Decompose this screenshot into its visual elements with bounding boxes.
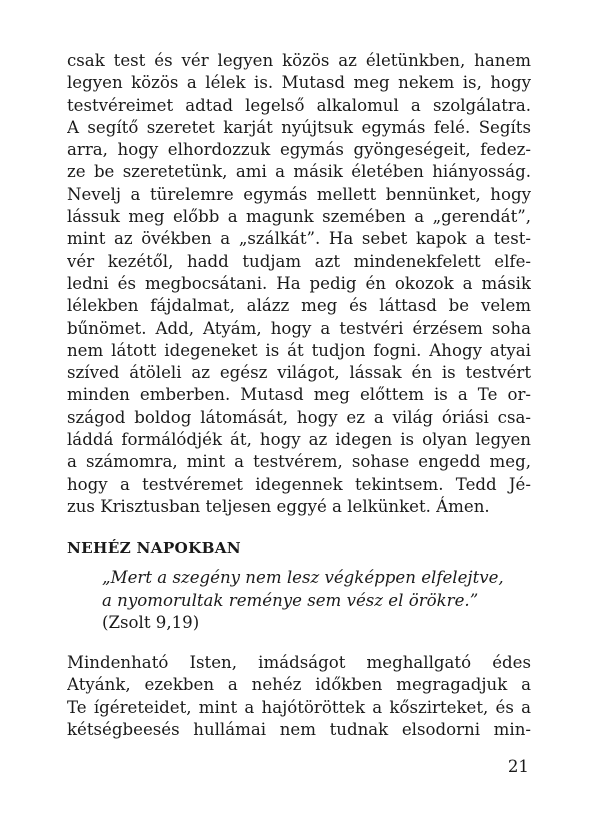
- text-line: a számomra, mint a testvérem, sohase engedd meg,: [67, 452, 531, 472]
- text-line: Mindenható Isten, imádságot meghallgató édes: [67, 653, 531, 673]
- text-line: szágod boldog látomását, hogy ez a világ óriási csa-: [67, 407, 531, 427]
- book-page: [67, 50, 531, 741]
- text-line: mint az övékben a „szálkát”. Ha sebet kapok a test-: [67, 229, 531, 249]
- text-line: lássuk meg előbb a magunk szemében a „gerendát”,: [67, 207, 531, 227]
- text-line: arra, hogy elhordozzuk egymás gyöngeségeit, fedez-: [67, 140, 531, 160]
- prayer-paragraph-2: [67, 652, 531, 741]
- prayer-paragraph-1: [67, 50, 531, 518]
- text-line: lélekben fájdalmat, alázz meg és láttasd be velem: [67, 296, 531, 316]
- quote-line: „Mert a szegény nem lesz végképpen elfelejtve,: [102, 568, 504, 588]
- text-line: Atyánk, ezekben a nehéz időkben megragadjuk a: [67, 675, 531, 695]
- page-number: 21: [507, 757, 529, 776]
- text-line: szíved átöleli az egész világot, lássak én is testvért: [67, 363, 531, 383]
- text-line: legyen közös a lélek is. Mutasd meg nekem is, hogy: [67, 73, 531, 93]
- quote-reference: (Zsolt 9,19): [102, 612, 200, 632]
- text-line: minden emberben. Mutasd meg előttem is a Te or-: [67, 385, 531, 405]
- text-line: A segítő szeretet karját nyújtsuk egymás felé. Segíts: [67, 117, 531, 137]
- text-line: nem látott idegeneket is át tudjon fogni. Ahogy atyai: [67, 340, 531, 360]
- text-line: hogy a testvéremet idegennek tekintsem. Tedd Jé-: [67, 474, 531, 494]
- text-line: ze be szeretetünk, ami a másik életében hiányosság.: [67, 162, 531, 182]
- text-line: kétségbeesés hullámai nem tudnak elsodorni min-: [67, 720, 531, 740]
- text-line: láddá formálódjék át, hogy az idegen is olyan legyen: [67, 430, 531, 450]
- text-line: vér kezétől, hadd tudjam azt mindenekfelett elfe-: [67, 251, 531, 271]
- text-line: zus Krisztusban teljesen eggyé a lelkünket. Ámen.: [67, 496, 490, 516]
- scripture-quote: [102, 567, 531, 634]
- text-line: bűnömet. Add, Atyám, hogy a testvéri érzésem soha: [67, 318, 531, 338]
- text-line: testvéreimet adtad legelső alkalomul a szolgálatra.: [67, 95, 531, 115]
- section-heading: NEHÉZ NAPOKBAN: [67, 539, 241, 558]
- quote-line: a nyomorultak reménye sem vész el örökre.”: [102, 590, 479, 610]
- text-line: ledni és megbocsátani. Ha pedig én okozok a másik: [67, 273, 531, 293]
- text-line: Nevelj a türelemre egymás mellett bennünket, hogy: [67, 184, 531, 204]
- text-line: csak test és vér legyen közös az életünkben, hanem: [67, 51, 531, 70]
- text-line: Te ígéreteidet, mint a hajótöröttek a kőszirteket, és a: [67, 697, 531, 717]
